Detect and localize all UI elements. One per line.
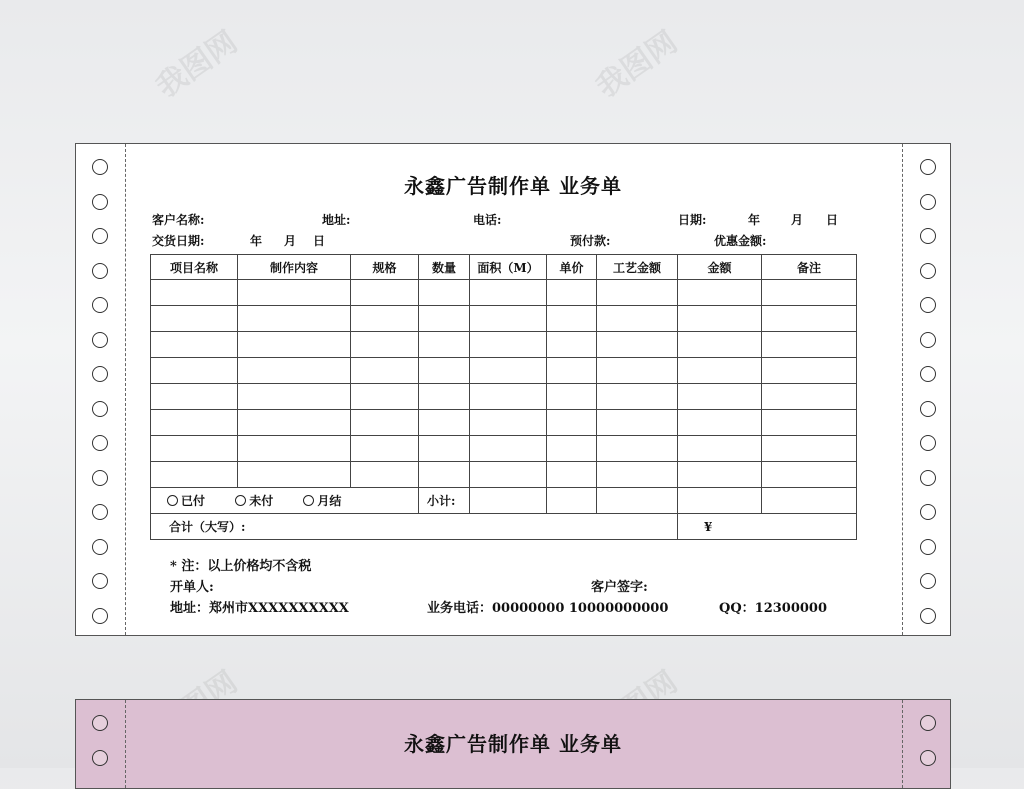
table-cell[interactable] <box>151 384 238 410</box>
order-form-white <box>75 143 951 636</box>
table-cell[interactable] <box>419 410 470 436</box>
delivery-day: 日 <box>313 234 326 248</box>
table-cell[interactable] <box>762 462 857 488</box>
payment-options <box>151 488 419 514</box>
table-cell[interactable] <box>597 384 678 410</box>
radio-circle-icon <box>235 495 246 506</box>
date-day: 日 <box>826 213 839 227</box>
sprocket-hole-icon <box>92 608 108 624</box>
table-cell[interactable] <box>151 410 238 436</box>
sprocket-hole-icon <box>920 366 936 382</box>
table-cell[interactable] <box>351 332 419 358</box>
sprocket-hole-icon <box>920 263 936 279</box>
table-cell[interactable] <box>419 306 470 332</box>
table-cell[interactable] <box>470 384 547 410</box>
table-cell[interactable] <box>151 332 238 358</box>
table-cell[interactable] <box>238 332 351 358</box>
table-row <box>151 384 857 410</box>
sprocket-hole-icon <box>920 573 936 589</box>
sprocket-hole-icon <box>920 504 936 520</box>
subtotal-label: 小计: <box>419 488 470 514</box>
payment-monthly-label: 月结 <box>317 494 342 508</box>
table-cell[interactable] <box>351 410 419 436</box>
table-row <box>151 332 857 358</box>
table-cell[interactable] <box>678 280 762 306</box>
address-label: 地址: <box>322 213 351 227</box>
table-cell[interactable] <box>151 462 238 488</box>
table-cell[interactable] <box>238 358 351 384</box>
delivery-date-label: 交货日期: <box>152 234 205 248</box>
sprocket-hole-icon <box>920 332 936 348</box>
sprocket-hole-icon <box>920 435 936 451</box>
table-cell[interactable] <box>238 462 351 488</box>
watermark: 我图网 <box>590 24 684 106</box>
table-cell[interactable] <box>762 488 857 514</box>
table-cell[interactable] <box>351 358 419 384</box>
sprocket-hole-icon <box>92 332 108 348</box>
order-form-pink <box>75 699 951 789</box>
footer-qq: QQ：12300000 <box>719 601 828 616</box>
sprocket-hole-icon <box>92 504 108 520</box>
table-cell[interactable] <box>762 306 857 332</box>
table-cell[interactable] <box>351 306 419 332</box>
date-month: 月 <box>791 213 804 227</box>
table-cell[interactable] <box>547 358 597 384</box>
table-cell[interactable] <box>351 280 419 306</box>
form-title: 永鑫广告制作单 业务单 <box>404 174 622 198</box>
issuer-label: 开单人: <box>170 580 214 595</box>
table-cell[interactable] <box>762 436 857 462</box>
table-cell[interactable] <box>547 332 597 358</box>
col-header: 项目名称 <box>151 255 238 280</box>
table-header-row <box>151 255 857 280</box>
discount-label: 优惠金额: <box>714 234 767 248</box>
col-header: 面积（M） <box>470 255 547 280</box>
table-cell[interactable] <box>678 332 762 358</box>
date-year: 年 <box>748 213 761 227</box>
table-cell[interactable] <box>351 384 419 410</box>
perforation-line-left <box>125 144 126 635</box>
sprocket-hole-icon <box>920 297 936 313</box>
payment-unpaid-option[interactable] <box>235 492 273 509</box>
customer-name-label: 客户名称: <box>152 213 205 227</box>
sprocket-hole-icon <box>92 228 108 244</box>
table-cell[interactable] <box>151 436 238 462</box>
sprocket-hole-icon <box>92 470 108 486</box>
table-cell[interactable] <box>238 384 351 410</box>
watermark: 我图网 <box>150 24 244 106</box>
table-cell[interactable] <box>351 462 419 488</box>
table-row <box>151 410 857 436</box>
sprocket-hole-icon <box>92 297 108 313</box>
table-cell[interactable] <box>419 358 470 384</box>
sprocket-hole-icon <box>92 539 108 555</box>
radio-circle-icon <box>303 495 314 506</box>
table-cell[interactable] <box>470 306 547 332</box>
col-header: 备注 <box>762 255 857 280</box>
table-cell[interactable] <box>470 436 547 462</box>
sprocket-hole-icon <box>920 539 936 555</box>
table-cell[interactable] <box>678 488 762 514</box>
payment-monthly-option[interactable] <box>303 492 341 509</box>
footer-address: 地址：郑州市XXXXXXXXXX <box>170 601 349 616</box>
table-cell[interactable] <box>597 332 678 358</box>
delivery-month: 月 <box>284 234 297 248</box>
table-cell[interactable] <box>547 384 597 410</box>
table-row <box>151 358 857 384</box>
table-cell[interactable] <box>151 280 238 306</box>
table-cell[interactable] <box>547 306 597 332</box>
table-cell[interactable] <box>351 436 419 462</box>
table-cell[interactable] <box>547 462 597 488</box>
table-cell[interactable] <box>470 488 547 514</box>
col-header: 金额 <box>678 255 762 280</box>
table-cell[interactable] <box>470 410 547 436</box>
payment-unpaid-label: 未付 <box>249 494 274 508</box>
table-cell[interactable] <box>597 488 678 514</box>
table-cell[interactable] <box>597 462 678 488</box>
table-cell[interactable] <box>470 358 547 384</box>
table-cell[interactable] <box>597 306 678 332</box>
table-row <box>151 436 857 462</box>
table-cell[interactable] <box>678 436 762 462</box>
table-cell[interactable] <box>419 280 470 306</box>
sprocket-hole-icon <box>92 573 108 589</box>
col-header: 数量 <box>419 255 470 280</box>
form-title-copy: 永鑫广告制作单 业务单 <box>404 732 622 756</box>
col-header: 规格 <box>351 255 419 280</box>
table-cell[interactable] <box>597 280 678 306</box>
delivery-year: 年 <box>250 234 263 248</box>
payment-paid-label: 已付 <box>181 494 206 508</box>
table-cell[interactable] <box>678 358 762 384</box>
table-cell[interactable] <box>597 358 678 384</box>
table-row <box>151 462 857 488</box>
table-cell[interactable] <box>762 332 857 358</box>
table-cell[interactable] <box>419 462 470 488</box>
table-cell[interactable] <box>238 280 351 306</box>
sprocket-hole-icon <box>920 401 936 417</box>
sprocket-hole-icon <box>920 608 936 624</box>
table-cell[interactable] <box>678 410 762 436</box>
table-cell[interactable] <box>419 384 470 410</box>
table-cell[interactable] <box>470 332 547 358</box>
footer-phone: 业务电话：00000000 10000000000 <box>427 601 669 616</box>
col-header: 制作内容 <box>238 255 351 280</box>
table-cell[interactable] <box>238 410 351 436</box>
sprocket-hole-icon <box>920 228 936 244</box>
total-label: 合计（大写）: <box>151 514 678 540</box>
table-cell[interactable] <box>470 280 547 306</box>
table-cell[interactable] <box>470 462 547 488</box>
prepay-label: 预付款: <box>570 234 611 248</box>
col-header: 单价 <box>547 255 597 280</box>
table-cell[interactable] <box>547 488 597 514</box>
sprocket-hole-icon <box>92 263 108 279</box>
table-cell[interactable] <box>547 280 597 306</box>
perforation-line-right <box>902 144 903 635</box>
table-cell[interactable] <box>678 306 762 332</box>
currency-symbol: ¥ <box>678 514 857 540</box>
sprocket-hole-icon <box>92 435 108 451</box>
payment-paid-option[interactable] <box>167 492 205 509</box>
table-cell[interactable] <box>762 280 857 306</box>
customer-sign-label: 客户签字: <box>591 580 648 595</box>
table-cell[interactable] <box>419 436 470 462</box>
sprocket-hole-icon <box>920 470 936 486</box>
table-cell[interactable] <box>151 358 238 384</box>
table-row <box>151 306 857 332</box>
tax-note: * 注：以上价格均不含税 <box>170 559 312 574</box>
subtotal-row <box>151 488 857 514</box>
table-cell[interactable] <box>419 332 470 358</box>
phone-label: 电话: <box>473 213 502 227</box>
table-cell[interactable] <box>547 410 597 436</box>
table-cell[interactable] <box>678 462 762 488</box>
table-cell[interactable] <box>762 410 857 436</box>
sprocket-hole-icon <box>92 366 108 382</box>
total-row <box>151 514 857 540</box>
table-cell[interactable] <box>597 410 678 436</box>
table-row <box>151 280 857 306</box>
table-cell[interactable] <box>762 384 857 410</box>
table-cell[interactable] <box>678 384 762 410</box>
items-table <box>150 254 857 540</box>
date-label: 日期: <box>678 213 707 227</box>
table-cell[interactable] <box>151 306 238 332</box>
table-cell[interactable] <box>597 436 678 462</box>
col-header: 工艺金额 <box>597 255 678 280</box>
table-cell[interactable] <box>762 358 857 384</box>
radio-circle-icon <box>167 495 178 506</box>
sprocket-hole-icon <box>92 401 108 417</box>
table-cell[interactable] <box>238 306 351 332</box>
table-cell[interactable] <box>238 436 351 462</box>
table-cell[interactable] <box>547 436 597 462</box>
